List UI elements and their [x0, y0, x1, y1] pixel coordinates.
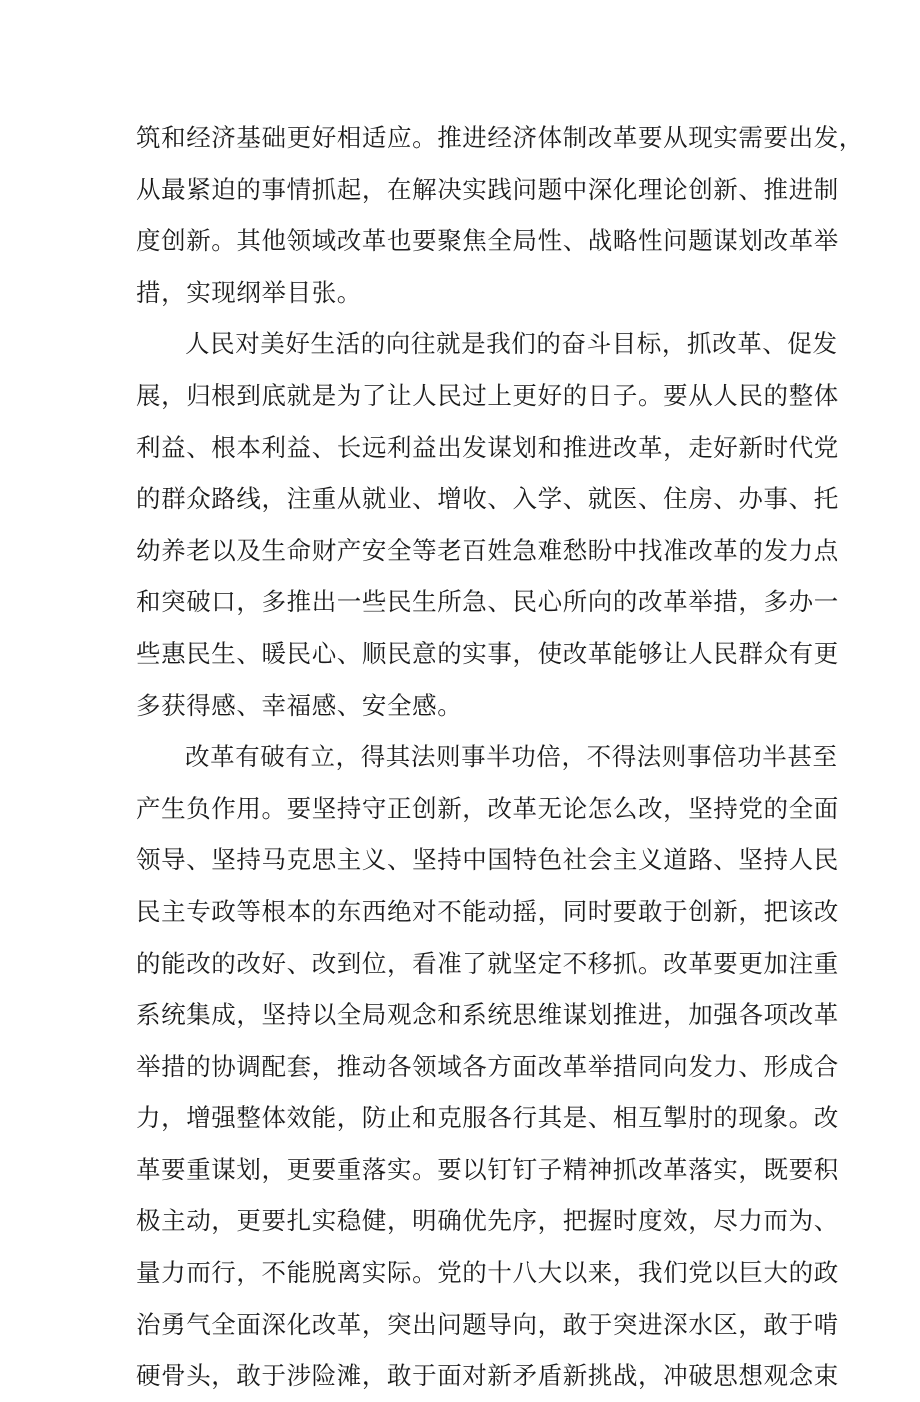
text-line: 措，实现纲举目张。 — [136, 277, 362, 307]
text-line: 治勇气全面深化改革，突出问题导向，敢于突进深水区，敢于啃 — [136, 1309, 839, 1339]
text-line: 从最紧迫的事情抓起，在解决实践问题中深化理论创新、推进制 — [136, 174, 839, 204]
paragraph-3 — [136, 731, 839, 1402]
text-line: 展，归根到底就是为了让人民过上更好的日子。要从人民的整体 — [136, 380, 839, 410]
text-line: 筑和经济基础更好相适应。推进经济体制改革要从现实需要出发， — [136, 123, 864, 152]
text-line: 力，增强整体效能，防止和克服各行其是、相互掣肘的现象。改 — [136, 1103, 839, 1133]
text-line: 系统集成，坚持以全局观念和系统思维谋划推进，加强各项改革 — [136, 1000, 839, 1030]
paragraph-1 — [136, 112, 864, 318]
text-line: 利益、根本利益、长远利益出发谋划和推进改革，走好新时代党 — [136, 432, 839, 462]
text-line: 多获得感、幸福感、安全感。 — [136, 690, 463, 720]
text-line: 产生负作用。要坚持守正创新，改革无论怎么改，坚持党的全面 — [136, 793, 839, 823]
text-line: 幼养老以及生命财产安全等老百姓急难愁盼中找准改革的发力点 — [136, 535, 839, 565]
text-line: 民主专政等根本的东西绝对不能动摇，同时要敢于创新，把该改 — [136, 896, 839, 926]
text-line: 硬骨头，敢于涉险滩，敢于面对新矛盾新挑战，冲破思想观念束 — [136, 1361, 839, 1391]
text-line: 革要重谋划，更要重落实。要以钉钉子精神抓改革落实，既要积 — [136, 1154, 839, 1184]
text-line: 举措的协调配套，推动各领域各方面改革举措同向发力、形成合 — [136, 1051, 839, 1081]
text-line: 度创新。其他领域改革也要聚焦全局性、战略性问题谋划改革举 — [136, 226, 839, 256]
text-line: 领导、坚持马克思主义、坚持中国特色社会主义道路、坚持人民 — [136, 845, 839, 875]
text-line: 改革有破有立，得其法则事半功倍，不得法则事倍功半甚至 — [185, 742, 838, 772]
text-line: 的能改的改好、改到位，看准了就坚定不移抓。改革要更加注重 — [136, 948, 839, 978]
text-line: 人民对美好生活的向往就是我们的奋斗目标，抓改革、促发 — [185, 329, 838, 359]
text-line: 些惠民生、暖民心、顺民意的实事，使改革能够让人民群众有更 — [136, 638, 839, 668]
document-body — [136, 112, 864, 1402]
text-line: 量力而行，不能脱离实际。党的十八大以来，我们党以巨大的政 — [136, 1258, 839, 1288]
text-line: 极主动，更要扎实稳健，明确优先序，把握时度效，尽力而为、 — [136, 1206, 839, 1236]
text-line: 的群众路线，注重从就业、增收、入学、就医、住房、办事、托 — [136, 484, 839, 514]
paragraph-2 — [136, 318, 839, 731]
text-line: 和突破口，多推出一些民生所急、民心所向的改革举措，多办一 — [136, 587, 839, 617]
